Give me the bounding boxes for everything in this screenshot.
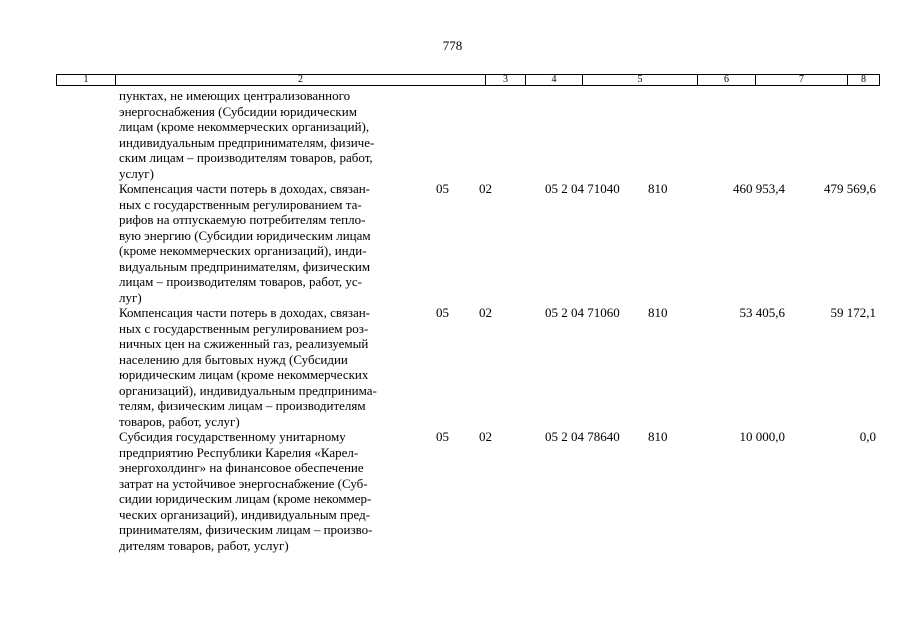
table-row — [0, 429, 905, 553]
row-target-article-code: 05 2 04 71040 — [545, 181, 620, 196]
row-subsection-code: 02 — [479, 305, 492, 320]
table-row — [0, 305, 905, 429]
row-amount-year-2: 479 569,6 — [824, 181, 876, 196]
column-header-3: 3 — [486, 75, 526, 85]
row-subsection-code: 02 — [479, 181, 492, 196]
row-description: Субсидия государственному унитарному предприятию Республики Карелия «Карел- энергохолдинг» на финансовое обеспечение затрат на устойчивое энергоснабжение (Суб- сидии юридическим лицам (кроме некоммер- ческих организаций), индивидуальным пред- принимателям, физическим лицам – произво- дителям товаров, работ, услуг) — [119, 429, 373, 553]
column-header-2: 2 — [116, 75, 486, 85]
row-description: Компенсация части потерь в доходах, связан- ных с государственным регулированием роз- ничных цен на сжиженный газ, реализуемый населению для бытовых нужд (Субсидии юридическим лицам (кроме некоммерческих организаций), индивидуальным предпринима- телям, физическим лицам – производителям товаров, работ, услуг) — [119, 305, 377, 429]
row-amount-year-1: 460 953,4 — [733, 181, 785, 196]
page-number: 778 — [442, 38, 463, 53]
table-row — [0, 181, 905, 305]
row-expense-type-code: 810 — [648, 429, 668, 444]
row-section-code: 05 — [436, 181, 449, 196]
row-expense-type-code: 810 — [648, 305, 668, 320]
table-row — [0, 88, 905, 181]
table-body — [0, 88, 905, 553]
row-subsection-code: 02 — [479, 429, 492, 444]
row-amount-year-1: 10 000,0 — [739, 429, 785, 444]
row-expense-type-code: 810 — [648, 181, 668, 196]
row-section-code: 05 — [436, 429, 449, 444]
row-amount-year-2: 59 172,1 — [830, 305, 876, 320]
column-header-1: 1 — [57, 75, 116, 85]
row-amount-year-1: 53 405,6 — [739, 305, 785, 320]
row-description: пунктах, не имеющих централизованного энергоснабжения (Субсидии юридическим лицам (кроме некоммерческих организаций), индивидуальным предпринимателям, физиче- ским лицам – производителям товаров, работ, услуг) — [119, 88, 375, 181]
row-amount-year-2: 0,0 — [859, 429, 876, 444]
column-header-4: 4 — [526, 75, 583, 85]
row-description: Компенсация части потерь в доходах, связан- ных с государственным регулированием та- рифов на отпускаемую потребителям тепло- вую энергию (Субсидии юридическим лицам (кроме некоммерческих организаций), инди- видуальным предпринимателям, физическим лицам – производителям товаров, работ, ус- луг) — [119, 181, 371, 305]
table-header — [56, 74, 880, 86]
column-header-6: 6 — [698, 75, 756, 85]
row-section-code: 05 — [436, 305, 449, 320]
column-header-5: 5 — [583, 75, 698, 85]
row-target-article-code: 05 2 04 71060 — [545, 305, 620, 320]
row-target-article-code: 05 2 04 78640 — [545, 429, 620, 444]
column-header-7: 7 — [756, 75, 848, 85]
column-header-8: 8 — [861, 74, 866, 85]
